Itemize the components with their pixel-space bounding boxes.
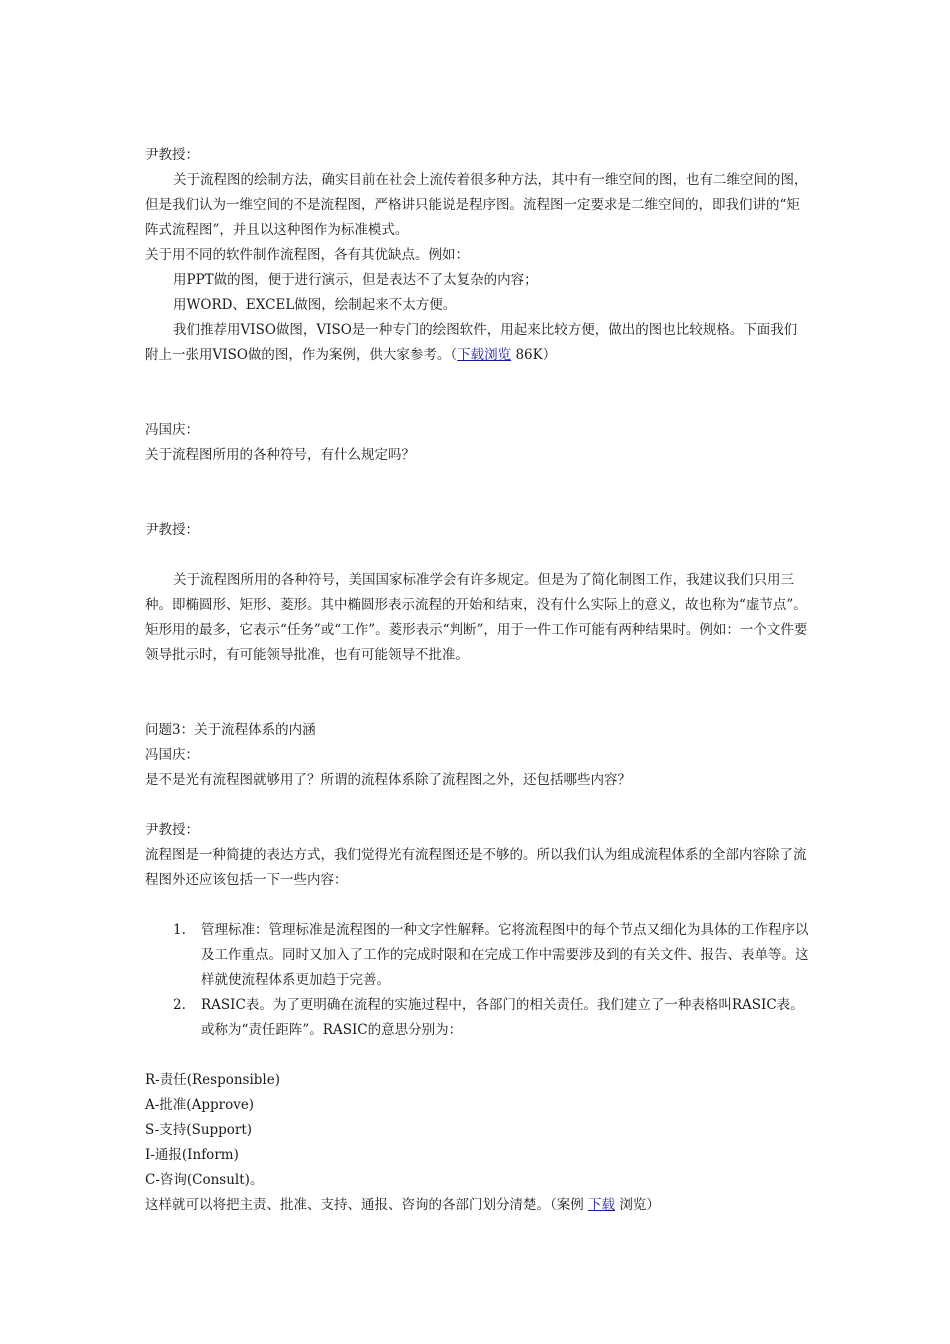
- spacer: [145, 793, 810, 818]
- spacer: [145, 668, 810, 718]
- rasic-item: R-责任(Responsible): [145, 1072, 280, 1088]
- paragraph: 用WORD、EXCEL做图，绘制起来不太方便。: [173, 297, 457, 313]
- file-size-text: 86K）: [511, 347, 557, 363]
- list-item-text: 管理标准：管理标准是流程图的一种文字性解释。它将流程图中的每个节点又细化为具体的工作程序以及工作重点。同时又加入了工作的完成时限和在完成工作中需要涉及到的有关文件、报告、表单等。这样就使流程体系更加趋于完善。: [201, 922, 809, 988]
- paragraph: 用PPT做的图，便于进行演示，但是表达不了太复杂的内容；: [173, 272, 538, 288]
- speaker-feng: 冯国庆：: [145, 422, 199, 438]
- section-title: 问题3：关于流程体系的内涵: [145, 722, 316, 738]
- list-item-text: RASIC表。为了更明确在流程的实施过程中，各部门的相关责任。我们建立了一种表格叫RASIC表。或称为“责任距阵”。RASIC的意思分别为：: [201, 997, 804, 1038]
- rasic-item: S-支持(Support): [145, 1122, 253, 1138]
- spacer: [145, 543, 810, 568]
- document-body: [145, 143, 810, 1218]
- closing-paragraph: [145, 1193, 810, 1218]
- paragraph: [145, 318, 810, 368]
- speaker-yin: 尹教授：: [145, 522, 199, 538]
- list-item: [145, 918, 810, 993]
- spacer: [145, 1043, 810, 1068]
- download-link[interactable]: 下载: [588, 1197, 616, 1213]
- spacer: [145, 893, 810, 918]
- paragraph: 流程图是一种简捷的表达方式，我们觉得光有流程图还是不够的。所以我们认为组成流程体系的全部内容除了流程图外还应该包括一下一些内容：: [145, 847, 807, 888]
- question: 关于流程图所用的各种符号，有什么规定吗？: [145, 447, 415, 463]
- download-browse-link[interactable]: 下载浏览: [457, 347, 512, 363]
- paragraph-text: 我们推荐用VISO做图，VISO是一种专门的绘图软件，用起来比较方便，做出的图也比较规格。下面我们附上一张用VISO做的图，作为案例，供大家参考。（: [145, 322, 798, 363]
- list-item: [145, 993, 810, 1043]
- list-number: 2.: [173, 997, 186, 1013]
- question: 是不是光有流程图就够用了？所谓的流程体系除了流程图之外，还包括哪些内容？: [145, 772, 631, 788]
- spacer: [145, 468, 810, 518]
- speaker-yin: 尹教授：: [145, 147, 199, 163]
- paragraph: 关于流程图的绘制方法，确实目前在社会上流传着很多种方法，其中有一维空间的图，也有二维空间的图，但是我们认为一维空间的不是流程图，严格讲只能说是程序图。流程图一定要求是二维空间的，即我们讲的“矩阵式流程图”，并且以这种图作为标准模式。: [145, 172, 808, 238]
- speaker-yin: 尹教授：: [145, 822, 199, 838]
- paragraph-text: 这样就可以将把主责、批准、支持、通报、咨询的各部门划分清楚。（案例: [145, 1197, 589, 1213]
- answer: 关于流程图所用的各种符号，美国国家标准学会有许多规定。但是为了简化制图工作，我建议我们只用三种。即椭圆形、矩形、菱形。其中椭圆形表示流程的开始和结束，没有什么实际上的意义，故也称为“虚节点”。矩形用的最多，它表示“任务”或“工作”。菱形表示“判断”，用于一件工作可能有两种结果时。例如：一个文件要领导批示时，有可能领导批准，也有可能领导不批准。: [145, 572, 808, 663]
- rasic-item: C-咨询(Consult)。: [145, 1172, 264, 1188]
- rasic-item: I-通报(Inform): [145, 1147, 239, 1163]
- paragraph: 关于用不同的软件制作流程图，各有其优缺点。例如：: [145, 247, 469, 263]
- numbered-list: [145, 918, 810, 1043]
- rasic-item: A-批准(Approve): [145, 1097, 255, 1113]
- speaker-feng: 冯国庆：: [145, 747, 199, 763]
- spacer: [145, 368, 810, 418]
- list-number: 1.: [173, 922, 186, 938]
- paragraph-tail: 浏览）: [615, 1197, 660, 1213]
